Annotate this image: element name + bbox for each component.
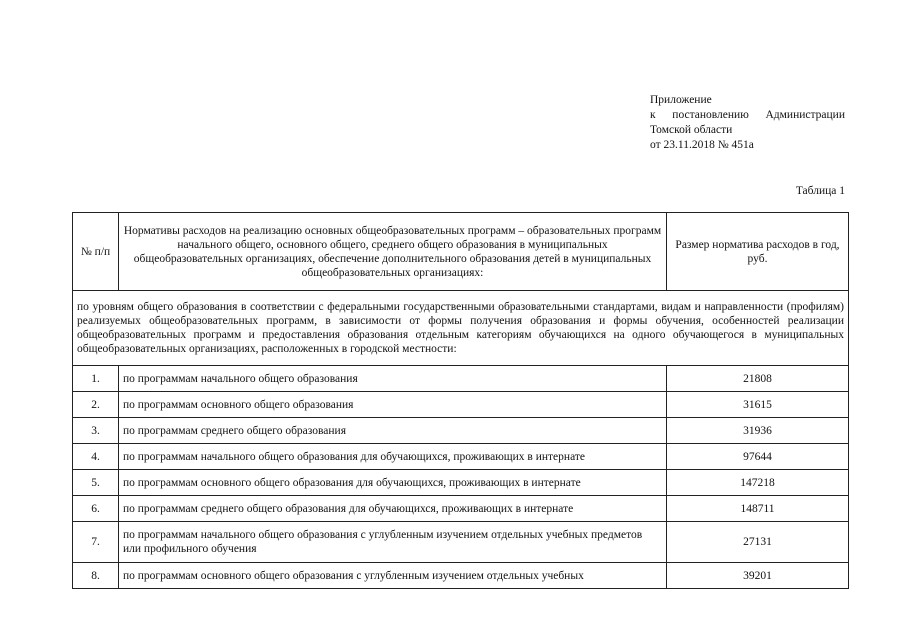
header-value: Размер норматива расходов в год, руб. [667,213,849,291]
row-value: 27131 [667,522,849,563]
row-value: 39201 [667,563,849,589]
row-num: 5. [73,470,119,496]
row-value: 31936 [667,418,849,444]
row-description: по программам начального общего образования с углубленным изучением отдельных учебных предметов или профильного обучения [119,522,667,563]
norms-table [72,212,849,589]
header-description: Нормативы расходов на реализацию основных общеобразовательных программ – образовательных программ начального общего, основного общего, среднего общего образования в муниципальных общеобразовательных организациях, обеспечение дополнительного образования детей в муниципальных общеобразовательных организациях: [119,213,667,291]
table-row [73,366,849,392]
table-row [73,470,849,496]
row-num: 8. [73,563,119,589]
row-description: по программам начального общего образования [119,366,667,392]
table-header-row [73,213,849,291]
row-description: по программам основного общего образования для обучающихся, проживающих в интернате [119,470,667,496]
row-value: 97644 [667,444,849,470]
row-value: 21808 [667,366,849,392]
annex-decree-line [650,108,845,123]
row-num: 7. [73,522,119,563]
row-value: 31615 [667,392,849,418]
row-description: по программам среднего общего образования для обучающихся, проживающих в интернате [119,496,667,522]
annex-date: от 23.11.2018 № 451а [650,139,754,151]
annex-word: к [650,109,656,121]
span-description: по уровням общего образования в соответствии с федеральными государственными образовательными стандартами, видам и направленности (профилям) реализуемых общеобразовательных программ, в зависимости от формы получения образования и формы обучения, особенностей реализации общеобразовательных программ и предоставления образования отдельным категориям обучающихся на одного обучающегося в муниципальных общеобразовательных организациях, расположенных в городской местности: [73,291,849,366]
row-description: по программам среднего общего образования [119,418,667,444]
row-num: 2. [73,392,119,418]
annex-word: Администрации [765,109,845,121]
row-num: 6. [73,496,119,522]
table-row [73,496,849,522]
row-description: по программам начального общего образования для обучающихся, проживающих в интернате [119,444,667,470]
row-num: 1. [73,366,119,392]
row-value: 147218 [667,470,849,496]
table-row [73,522,849,563]
header-num: № п/п [73,213,119,291]
row-description: по программам основного общего образования [119,392,667,418]
table-row [73,392,849,418]
row-description: по программам основного общего образования с углубленным изучением отдельных учебных [119,563,667,589]
table-row [73,444,849,470]
row-value: 148711 [667,496,849,522]
annex-word: постановлению [672,109,749,121]
table-row [73,418,849,444]
table-caption: Таблица 1 [795,185,845,197]
table-span-row [73,291,849,366]
row-num: 4. [73,444,119,470]
annex-block [650,93,850,153]
annex-title: Приложение [650,94,712,106]
row-num: 3. [73,418,119,444]
annex-region: Томской области [650,124,733,136]
table-row [73,563,849,589]
